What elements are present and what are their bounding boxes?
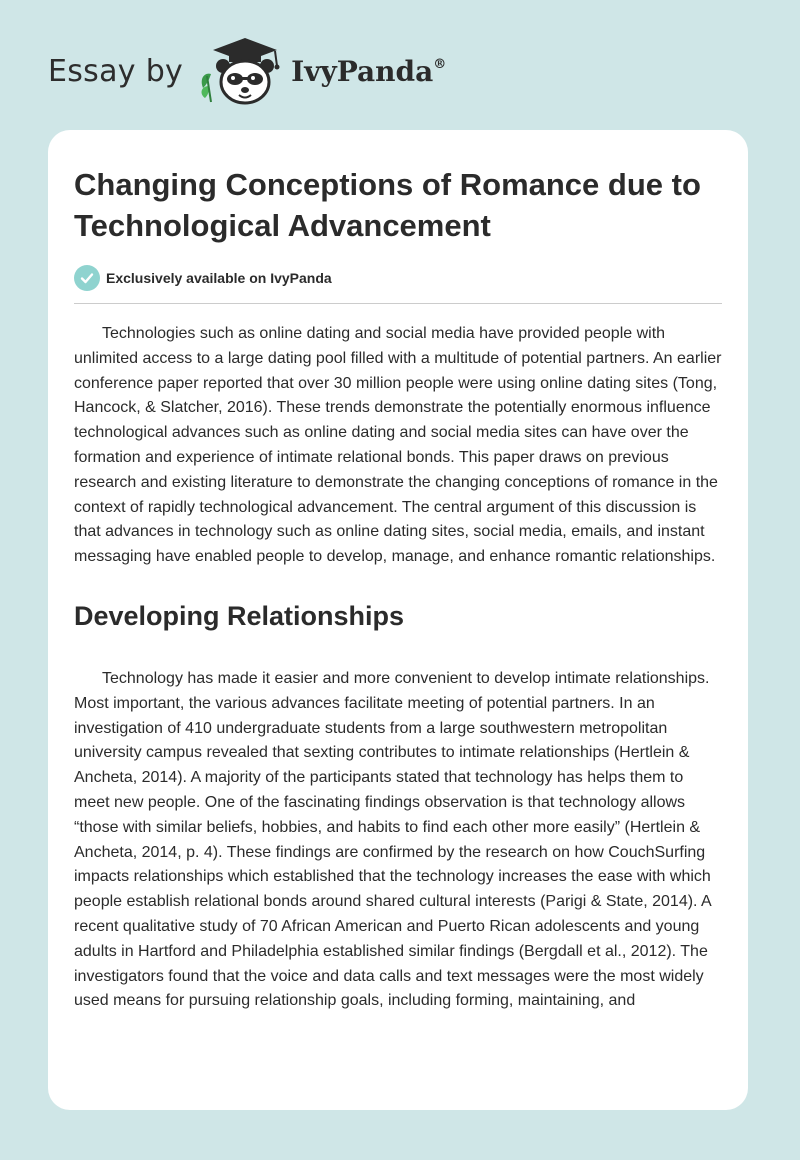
- essay-card: [48, 130, 748, 1110]
- essay-title: Changing Conceptions of Romance due to Technological Advancement: [74, 167, 701, 243]
- check-circle-icon: [74, 265, 100, 291]
- exclusive-badge: [74, 264, 722, 292]
- exclusive-badge-label: Exclusively available on IvyPanda: [106, 270, 332, 286]
- site-header: [48, 36, 446, 106]
- divider: [74, 303, 722, 304]
- panda-graduate-icon[interactable]: [197, 36, 285, 106]
- section-paragraph: Technology has made it easier and more convenient to develop intimate relationships. Most important, the various advances facilitate meeting of potential partners. In an investigation of 410 undergraduate students from a large southwestern metropolitan university campus revealed that sexting contributes to intimate relationships (Hertlein & Ancheta, 2014). A majority of the participants stated that technology has helps them to meet new people. One of the fascinating findings observation is that technology allows “those with similar beliefs, hobbies, and habits to find each other more easily” (Hertlein & Ancheta, 2014, p. 4). These findings are confirmed by the research on how CouchSurfing impacts relationships which established that the technology increases the ease with which people establish relational bonds around shared cultural interests (Parigi & State, 2014). A recent qualitative study of 70 African American and Puerto Rican adolescents and young adults in Hartford and Philadelphia established similar findings (Bergdall et al., 2012). The investigators found that the voice and data calls and text messages were the most widely used means for pursuing relationship goals, including forming, maintaining, and: [74, 669, 711, 1010]
- intro-paragraph: Technologies such as online dating and social media have provided people with unlimited access to a large dating pool filled with a multitude of potential partners. An earlier conference paper reported that over 30 million people were using online dating sites (Tong, Hancock, & Slatcher, 2016). These trends demonstrate the potentially enormous influence technological advances such as online dating and social media sites can have over the formation and experience of intimate relational bonds. This paper draws on previous research and existing literature to demonstrate the changing conceptions of romance in the context of rapidly technological advancement. The central argument of this discussion is that advances in technology such as online dating sites, social media, emails, and instant messaging have enabled people to develop, manage, and enhance romantic relationships.: [74, 325, 722, 566]
- essay-by-label: Essay by: [48, 53, 184, 89]
- brand-logo-text[interactable]: IvyPanda®: [291, 54, 447, 88]
- section-heading: Developing Relationships: [74, 600, 405, 631]
